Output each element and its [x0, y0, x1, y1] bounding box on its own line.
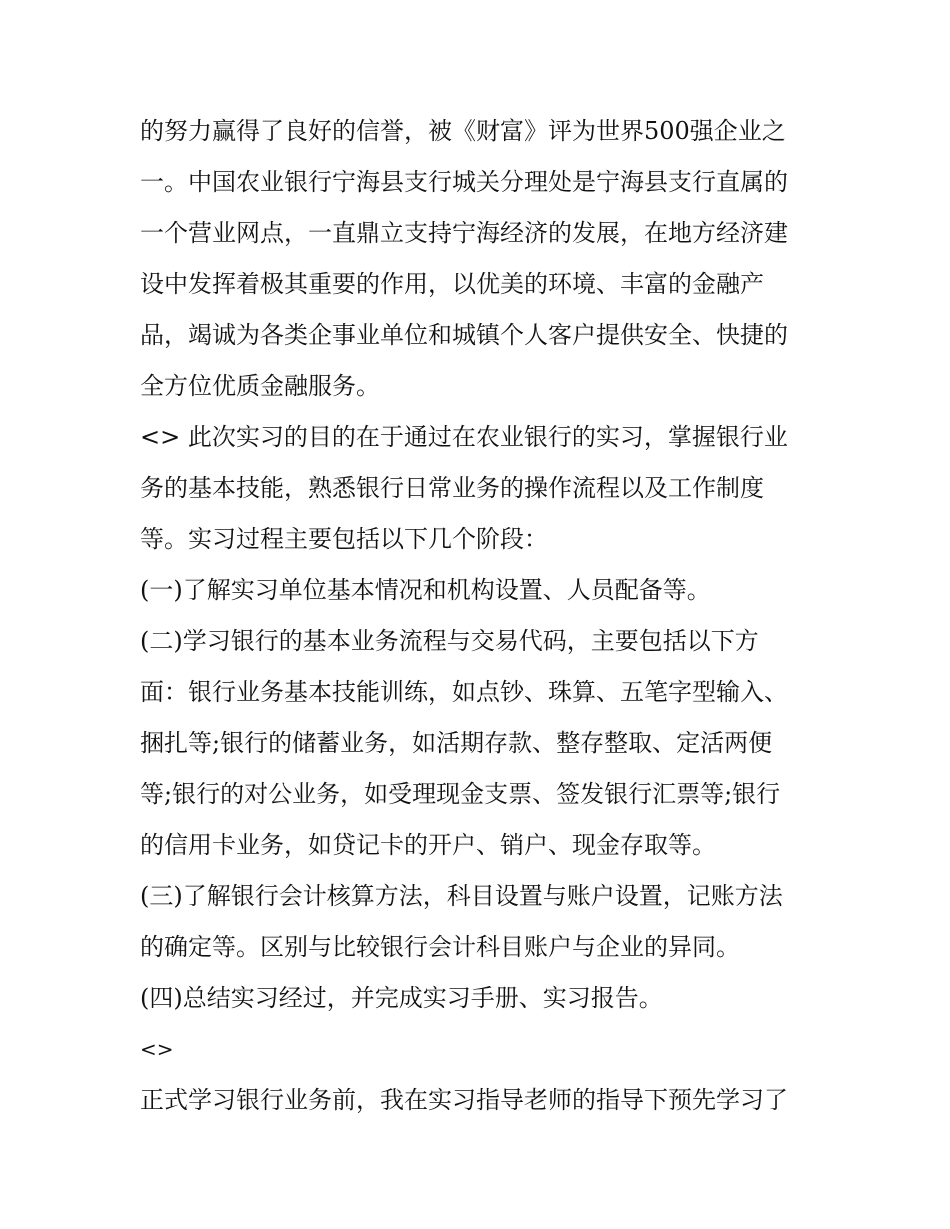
text-line: (一)了解实习单位基本情况和机构设置、人员配备等。: [140, 576, 711, 604]
text-line: 品，竭诚为各类企事业单位和城镇个人客户提供安全、快捷的: [140, 321, 788, 349]
text-line: <> 此次实习的目的在于通过在农业银行的实习，掌握银行业: [140, 423, 788, 451]
text-line: <>: [140, 1037, 174, 1061]
text-line: (二)学习银行的基本业务流程与交易代码，主要包括以下方: [140, 627, 759, 655]
text-line: 等;银行的对公业务，如受理现金支票、签发银行汇票等;银行: [140, 780, 781, 808]
text-line: 一个营业网点，一直鼎立支持宁海经济的发展，在地方经济建: [140, 219, 788, 247]
text-line: 一。中国农业银行宁海县支行城关分理处是宁海县支行直属的: [140, 168, 788, 196]
text-line: 等。实习过程主要包括以下几个阶段：: [140, 525, 548, 553]
text-line: 的努力赢得了良好的信誉，被《财富》评为世界500强企业之: [140, 117, 786, 145]
text-line: 正式学习银行业务前，我在实习指导老师的指导下预先学习了: [140, 1086, 788, 1114]
text-line: (四)总结实习经过，并完成实习手册、实习报告。: [140, 984, 663, 1012]
text-line: 的确定等。区别与比较银行会计科目账户与企业的异同。: [140, 933, 740, 961]
text-line: 全方位优质金融服务。: [140, 372, 380, 400]
body-text: [140, 106, 820, 1126]
text-line: 设中发挥着极其重要的作用，以优美的环境、丰富的金融产: [140, 270, 764, 298]
text-line: 面：银行业务基本技能训练，如点钞、珠算、五笔字型输入、: [140, 678, 788, 706]
text-line: 的信用卡业务，如贷记卡的开户、销户、现金存取等。: [140, 831, 716, 859]
text-line: 捆扎等;银行的储蓄业务，如活期存款、整存整取、定活两便: [140, 729, 773, 757]
text-line: 务的基本技能，熟悉银行日常业务的操作流程以及工作制度: [140, 474, 764, 502]
text-line: (三)了解银行会计核算方法，科目设置与账户设置，记账方法: [140, 882, 783, 910]
